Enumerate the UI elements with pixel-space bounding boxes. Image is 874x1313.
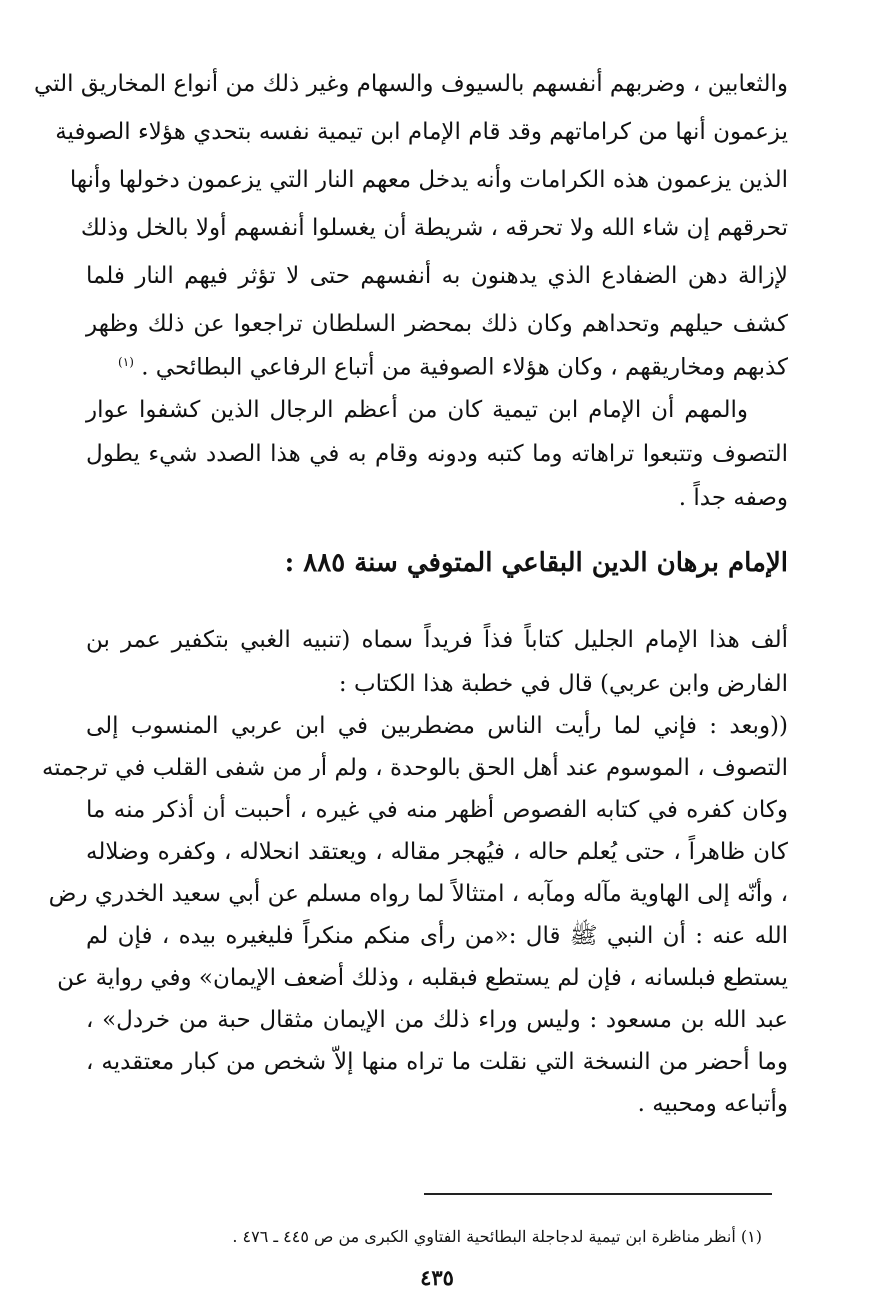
body-line: ((وبعد : فإني لما رأيت الناس مضطربين في ابن عربي المنسوب إلى: [86, 713, 788, 739]
body-line: والثعابين ، وضربهم أنفسهم بالسيوف والسهام وغير ذلك من أنواع المخاريق التي: [34, 71, 788, 97]
body-line: ألف هذا الإمام الجليل كتاباً فذاً فريداً سماه (تنبيه الغبي بتكفير عمر بن: [86, 627, 788, 653]
body-line: الله عنه : أن النبي ﷺ قال :«من رأى منكم منكراً فليغيره بيده ، فإن لم: [86, 923, 788, 949]
body-line: لإزالة دهن الضفادع الذي يدهنون به أنفسهم حتى لا تؤثر فيهم النار فلما: [86, 263, 788, 289]
body-line: التصوف ، الموسوم عند أهل الحق بالوحدة ، ولم أر من شفى القلب في ترجمته: [41, 755, 788, 781]
body-line: تحرقهم إن شاء الله ولا تحرقه ، شريطة أن يغسلوا أنفسهم أولا بالخل وذلك: [80, 215, 788, 241]
footnote-marker: (١): [118, 355, 134, 369]
body-line: وصفه جداً .: [678, 485, 788, 511]
body-line: وكان كفره في كتابه الفصوص أظهر منه في غيره ، أحببت أن أذكر منه ما: [86, 797, 788, 823]
page-number: ٤٣٥: [420, 1265, 454, 1290]
body-line: وأتباعه ومحبيه .: [637, 1091, 788, 1117]
body-line-text: كذبهم ومخاريقهم ، وكان هؤلاء الصوفية من أتباع الرفاعي البطائحي .: [141, 354, 788, 381]
body-line: الفارض وابن عربي) قال في خطبة هذا الكتاب :: [338, 671, 788, 697]
section-heading: الإمام برهان الدين البقاعي المتوفي سنة ٨٨٥ :: [284, 548, 788, 578]
body-line: ، وأنّه إلى الهاوية مآله ومآبه ، امتثالاً لما رواه مسلم عن أبي سعيد الخدري رض: [48, 881, 788, 907]
body-line: كان ظاهراً ، حتى يُعلم حاله ، فيُهجر مقاله ، ويعتقد انحلاله ، وكفره وضلاله: [86, 839, 788, 865]
body-line: [86, 340, 788, 384]
body-line: التصوف وتتبعوا تراهاته وما كتبه ودونه وقام به في هذا الصدد شيء يطول: [86, 441, 788, 467]
body-line: يزعمون أنها من كراماتهم وقد قام الإمام ابن تيمية نفسه بتحدي هؤلاء الصوفية: [55, 119, 788, 145]
footnote-separator: [424, 1193, 772, 1195]
body-line: كشف حيلهم وتحداهم وكان ذلك بمحضر السلطان تراجعوا عن ذلك وظهر: [86, 311, 788, 337]
body-line: يستطع فبلسانه ، فإن لم يستطع فبقلبه ، وذلك أضعف الإيمان» وفي رواية عن: [57, 965, 788, 991]
body-line: الذين يزعمون هذه الكرامات وأنه يدخل معهم النار التي يزعمون دخولها وأنها: [69, 167, 788, 193]
body-line: وما أحضر من النسخة التي نقلت ما تراه منها إلاّ شخص من كبار معتقديه ،: [86, 1049, 788, 1075]
body-line: عبد الله بن مسعود : وليس وراء ذلك من الإيمان مثقال حبة من خردل» ،: [86, 1007, 788, 1033]
body-line: والمهم أن الإمام ابن تيمية كان من أعظم الرجال الذين كشفوا عوار: [86, 397, 748, 423]
footnote-text: (١) أنظر مناظرة ابن تيمية لدجاجلة البطائحية الفتاوي الكبرى من ص ٤٤٥ ـ ٤٧٦ .: [232, 1227, 762, 1246]
